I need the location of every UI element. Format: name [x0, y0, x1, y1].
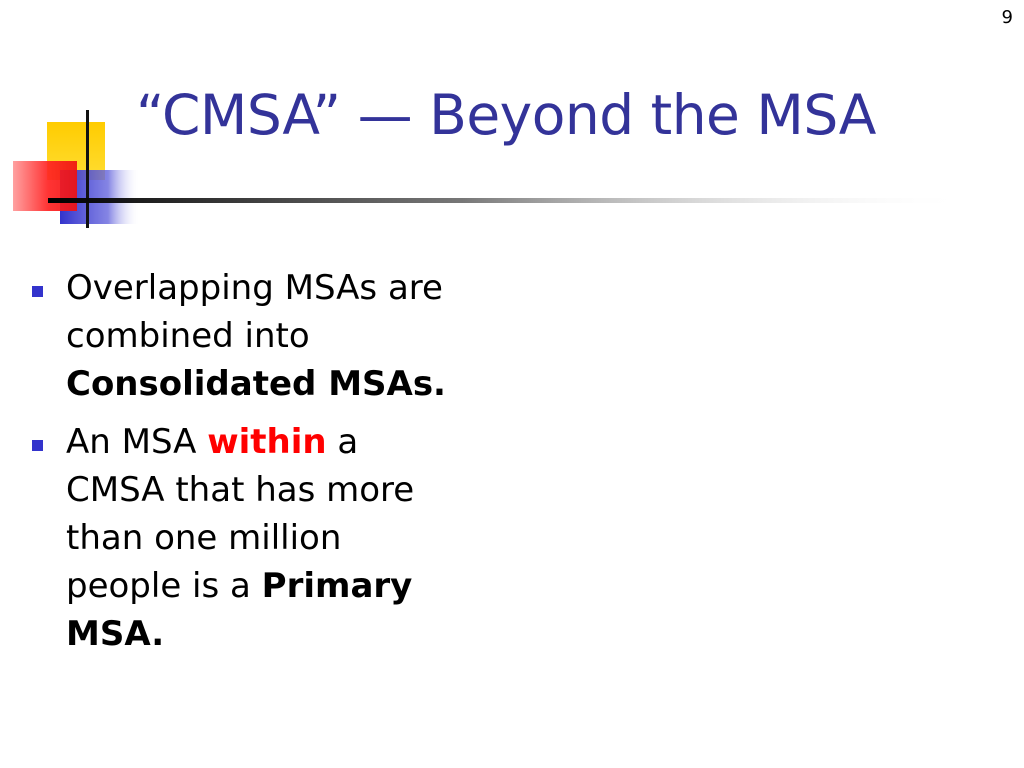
- bullet-list: [32, 264, 452, 668]
- bullet-bold-text: Primary MSA.: [66, 566, 413, 654]
- bullet-text: An MSA: [66, 422, 208, 462]
- bullet-bold-text: Consolidated MSAs.: [66, 364, 446, 404]
- page-number: 9: [1001, 7, 1013, 28]
- bullet-text: Overlapping MSAs are combined into: [66, 268, 443, 356]
- square-bullet-icon: [32, 286, 43, 297]
- bullet-item: [32, 264, 452, 408]
- slide-title: “CMSA” — Beyond the MSA: [136, 83, 876, 147]
- bullet-emphasis-text: within: [207, 422, 327, 462]
- bullet-item: [32, 418, 452, 658]
- square-bullet-icon: [32, 440, 43, 451]
- bullet-text: a CMSA that has more than one million people is a: [66, 422, 415, 606]
